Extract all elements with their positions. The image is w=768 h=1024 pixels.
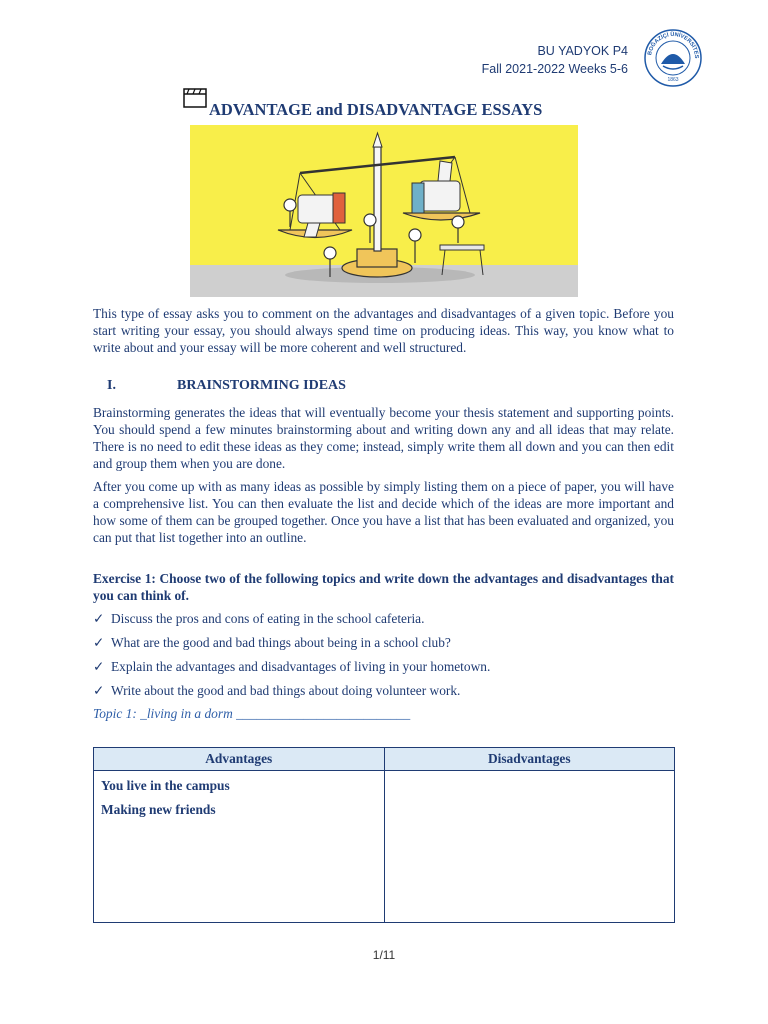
term-weeks: Fall 2021-2022 Weeks 5-6: [481, 62, 628, 76]
list-item: ✓ Write about the good and bad things about doing volunteer work.: [93, 682, 674, 706]
list-item: ✓ Discuss the pros and cons of eating in the school cafeteria.: [93, 610, 674, 634]
brainstorm-paragraph-1: Brainstorming generates the ideas that will eventually become your thesis statement and supporting points. You should spend a few minutes brainstorming about and writing down any and all ideas that may relate. There is no need to edit these ideas as they come; instead, simply write them all down and you can then edit and group them when you are done.: [93, 405, 674, 471]
title-row: [183, 88, 603, 120]
course-code: BU YADYOK P4: [537, 44, 628, 58]
checkmark-icon: ✓: [93, 683, 105, 698]
topic-line: Topic 1: _living in a dorm __________________________: [93, 706, 411, 721]
advantages-header: Advantages: [94, 748, 385, 771]
list-item: ✓ What are the good and bad things about being in a school club?: [93, 634, 674, 658]
checkmark-icon: ✓: [93, 659, 105, 674]
page-number: 1/11: [372, 948, 396, 962]
disadvantages-cell[interactable]: [384, 771, 675, 923]
checkmark-icon: ✓: [93, 611, 105, 626]
section-title: BRAINSTORMING IDEAS: [177, 378, 346, 393]
university-logo: [643, 28, 703, 88]
checkmark-icon: ✓: [93, 635, 105, 650]
advantages-table: [93, 747, 675, 923]
exercise-prompt: Exercise 1: Choose two of the following topics and write down the advantages and disadvantages that you can think of.: [93, 571, 674, 603]
advantage-item: You live in the campus: [101, 778, 230, 793]
advantages-cell[interactable]: [94, 771, 385, 923]
section-heading: [93, 378, 346, 394]
section-number: I.: [107, 378, 116, 393]
svg-text:BOĞAZİÇİ ÜNİVERSİTESİ: BOĞAZİÇİ ÜNİVERSİTES: [647, 31, 700, 59]
page-title: ADVANTAGE and DISADVANTAGE ESSAYS: [209, 100, 543, 119]
course-header: [482, 42, 628, 78]
topic-list: [93, 610, 674, 706]
disadvantages-header: Disadvantages: [384, 748, 675, 771]
brainstorm-paragraph-2: After you come up with as many ideas as possible by simply listing them on a piece of paper, you will have a comprehensive list. You can then evaluate the list and decide which of the ideas are more important and how some of them can be grouped together. Once you have a list that has been evaluated and organized, you can put that list together into an outline.: [93, 479, 674, 545]
balance-scale-illustration: [190, 125, 578, 297]
svg-text:1863: 1863: [667, 77, 679, 83]
advantage-item: Making new friends: [101, 802, 216, 817]
intro-paragraph: This type of essay asks you to comment on the advantages and disadvantages of a given topic. Before you start writing your essay, you should always spend time on producing ideas. This way, you know what to write about and your essay will be more coherent and well structured.: [93, 306, 674, 355]
list-item: ✓ Explain the advantages and disadvantages of living in your hometown.: [93, 658, 674, 682]
video-clapper-icon: [183, 88, 207, 108]
